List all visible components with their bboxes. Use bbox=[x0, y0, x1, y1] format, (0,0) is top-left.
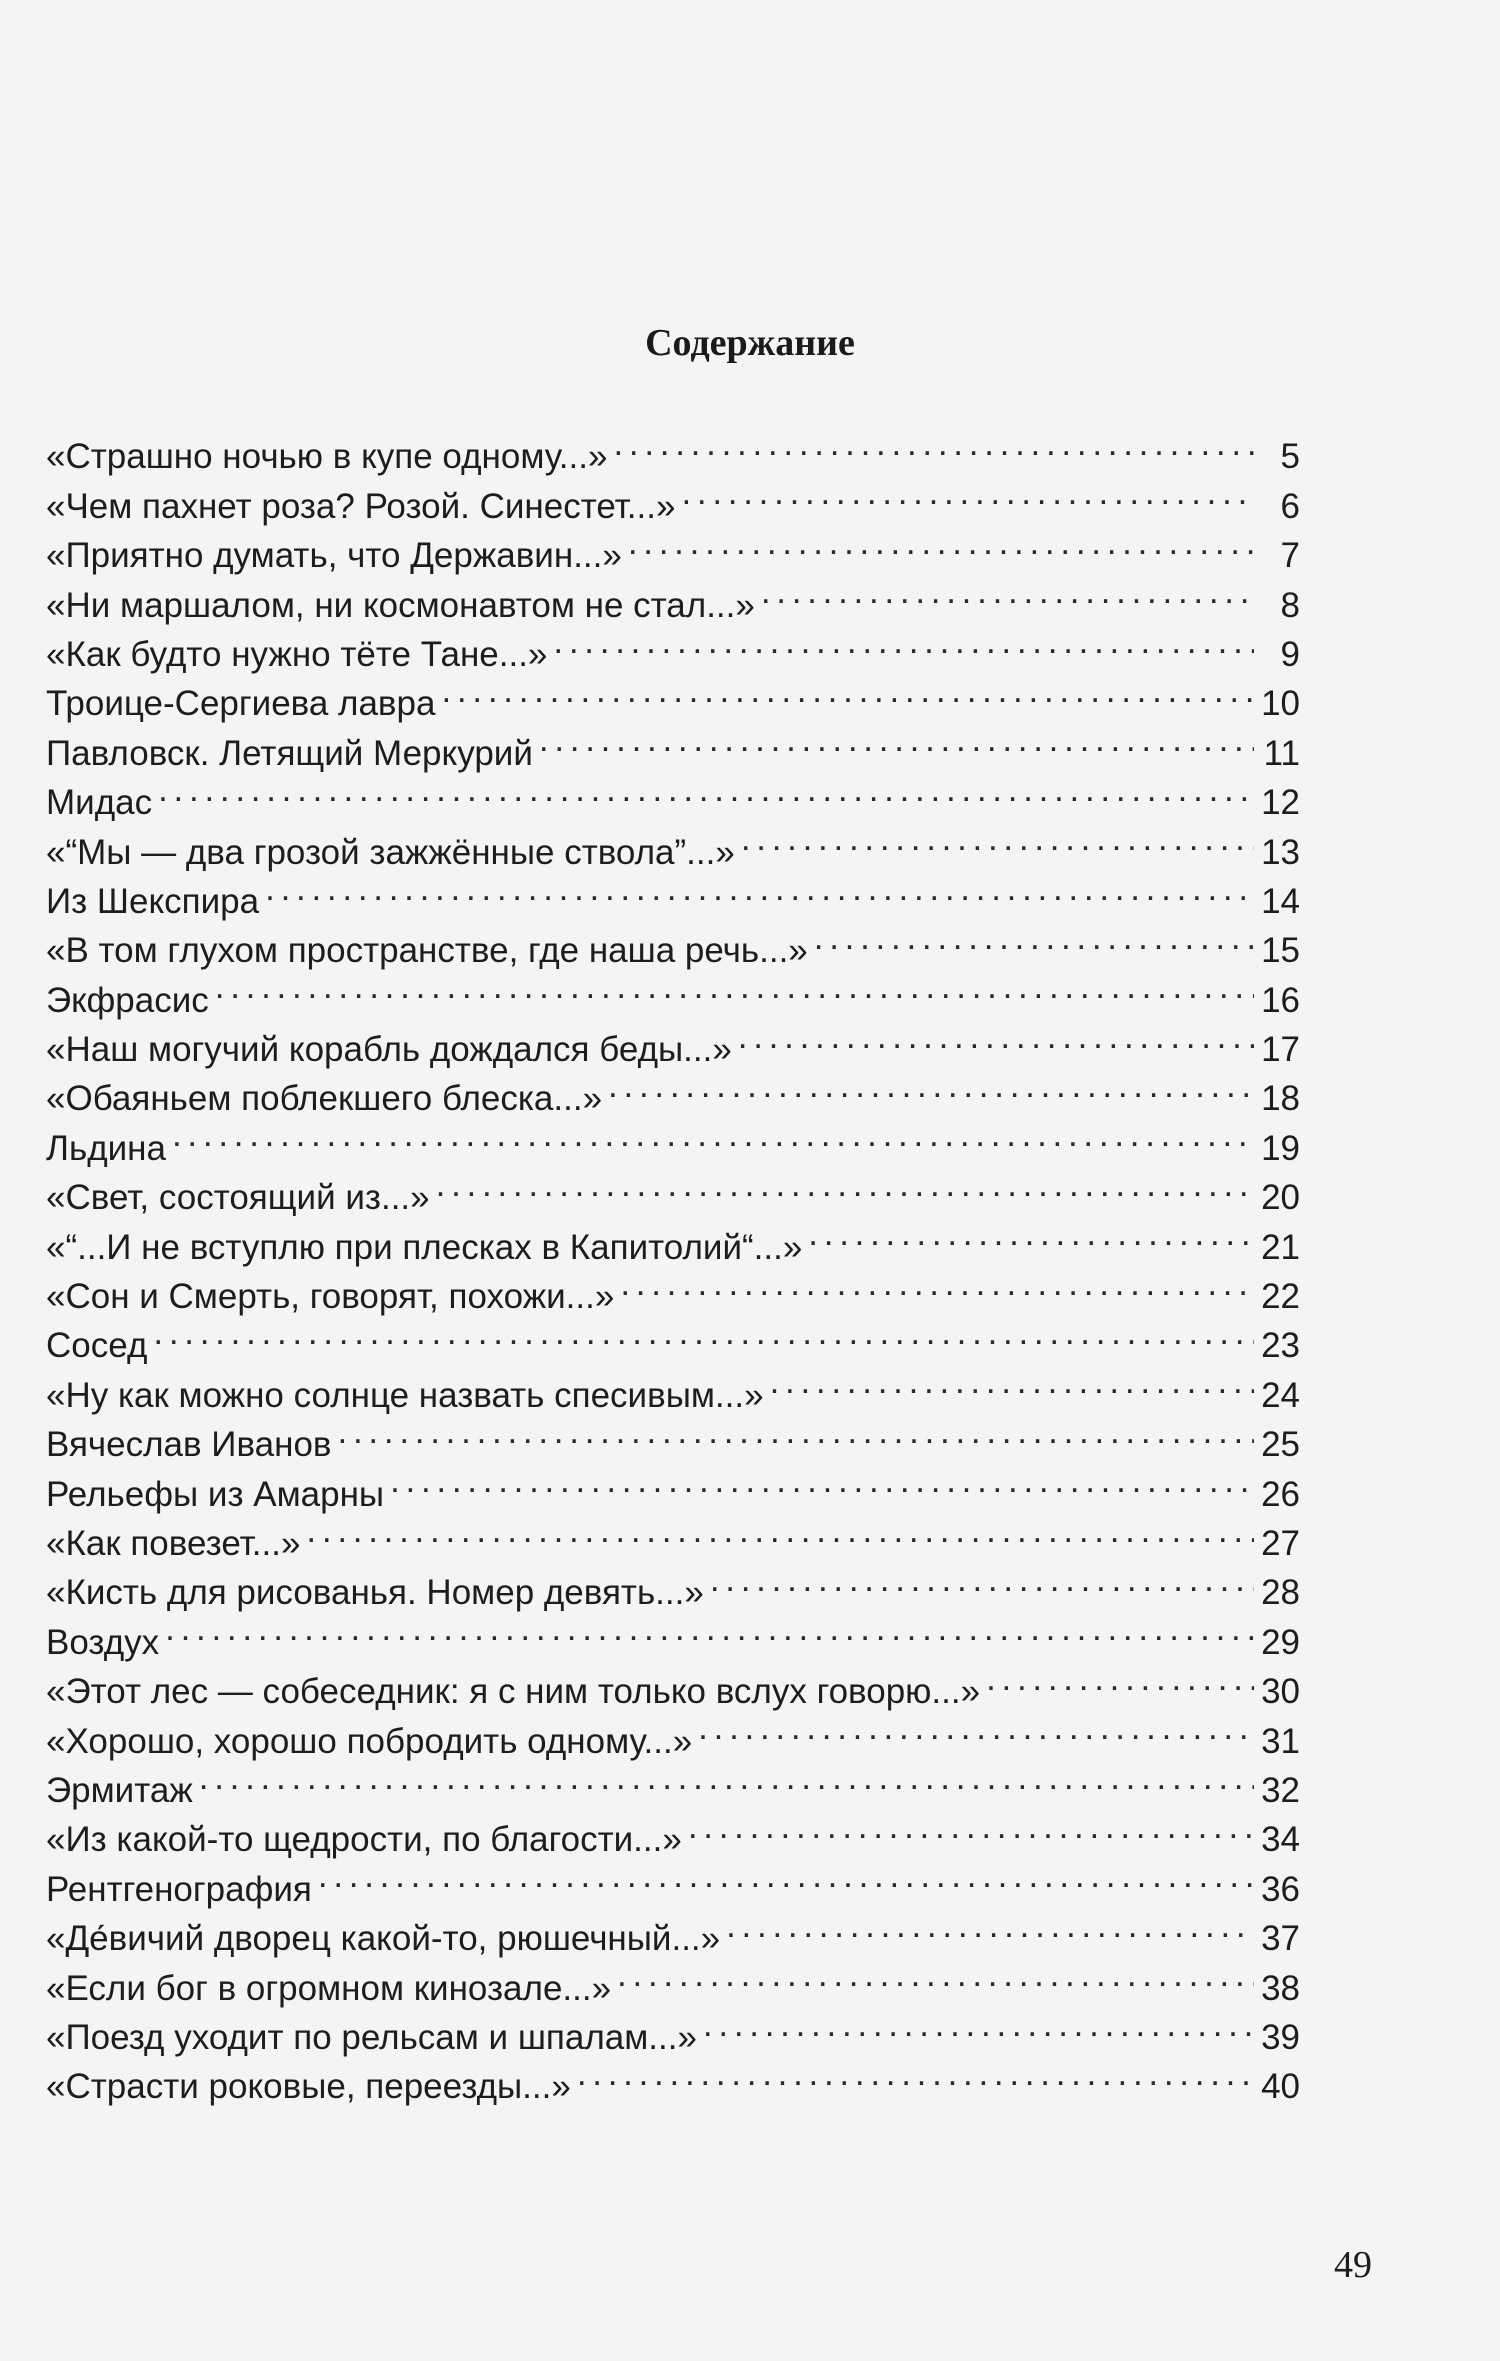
toc-entry-page: 25 bbox=[1261, 1425, 1300, 1465]
toc-list bbox=[46, 419, 1300, 2107]
dot-leader bbox=[577, 2049, 1254, 2098]
dot-leader bbox=[698, 1703, 1254, 1752]
toc-entry-page: 11 bbox=[1263, 733, 1300, 773]
toc-entry-page: 22 bbox=[1261, 1277, 1300, 1317]
dot-leader bbox=[770, 1357, 1254, 1406]
dot-leader bbox=[172, 1110, 1254, 1159]
toc-entry-title: «Наш могучий корабль дождался беды...» bbox=[46, 1030, 732, 1070]
toc-entry-title: «Свет, состоящий из...» bbox=[46, 1178, 430, 1218]
dot-leader bbox=[726, 1901, 1254, 1950]
toc-entry-title: Павловск. Летящий Меркурий bbox=[46, 733, 533, 773]
toc-entry-title: «Кисть для рисованья. Номер девять...» bbox=[46, 1573, 704, 1613]
toc-entry-page: 36 bbox=[1261, 1869, 1300, 1909]
toc-entry-page: 24 bbox=[1261, 1375, 1300, 1415]
toc-entry bbox=[46, 1012, 1300, 1070]
dot-leader bbox=[808, 1209, 1254, 1258]
toc-entry-page: 19 bbox=[1261, 1128, 1300, 1168]
toc-heading: Содержание bbox=[645, 322, 855, 364]
toc-entry-title: «“Мы — два грозой зажжённые ствола”...» bbox=[46, 832, 735, 872]
dot-leader bbox=[738, 1012, 1254, 1061]
toc-entry-page: 5 bbox=[1280, 437, 1300, 477]
toc-entry-title: Эрмитаж bbox=[46, 1770, 193, 1810]
toc-entry-title: Льдина bbox=[46, 1128, 166, 1168]
toc-entry-title: Рентгенография bbox=[46, 1869, 312, 1909]
toc-entry-title: Вячеслав Иванов bbox=[46, 1425, 332, 1465]
toc-entry-page: 10 bbox=[1261, 684, 1300, 724]
toc-entry bbox=[46, 962, 1300, 1020]
toc-entry-page: 27 bbox=[1261, 1523, 1300, 1563]
toc-entry-page: 14 bbox=[1261, 881, 1300, 921]
dot-leader bbox=[436, 1160, 1254, 1209]
toc-entry-page: 39 bbox=[1261, 2017, 1300, 2057]
toc-entry-title: Троице-Сергиева лавра bbox=[46, 684, 436, 724]
toc-entry-title: Мидас bbox=[46, 783, 153, 823]
toc-entry-page: 12 bbox=[1261, 783, 1300, 823]
toc-entry bbox=[46, 1357, 1300, 1415]
toc-entry-title: «Как повезет...» bbox=[46, 1523, 301, 1563]
toc-entry bbox=[46, 419, 1300, 477]
dot-leader bbox=[390, 1456, 1254, 1505]
dot-leader bbox=[441, 666, 1254, 715]
toc-entry bbox=[46, 1654, 1300, 1712]
toc-entry bbox=[46, 1753, 1300, 1810]
toc-entry-page: 38 bbox=[1261, 1968, 1300, 2008]
toc-entry-page: 29 bbox=[1261, 1622, 1300, 1662]
dot-leader bbox=[265, 864, 1254, 913]
toc-entry-page: 9 bbox=[1280, 634, 1300, 674]
dot-leader bbox=[761, 567, 1254, 616]
toc-entry-page: 17 bbox=[1261, 1030, 1300, 1070]
dot-leader bbox=[613, 419, 1254, 468]
toc-entry-title: «Если бог в огромном кинозале...» bbox=[46, 1968, 612, 2008]
dot-leader bbox=[338, 1407, 1254, 1456]
toc-entry-title: «Де́вичий дворец какой-то, рюшечный...» bbox=[46, 1919, 721, 1959]
toc-entry bbox=[46, 1160, 1300, 1218]
toc-entry-title: Из Шекспира bbox=[46, 881, 260, 921]
toc-entry-title: «Сон и Смерть, говорят, похожи...» bbox=[46, 1277, 615, 1317]
toc-entry-title: Экфрасис bbox=[46, 980, 209, 1020]
toc-entry bbox=[46, 1802, 1300, 1860]
toc-entry-page: 31 bbox=[1261, 1721, 1300, 1761]
dot-leader bbox=[165, 1604, 1254, 1653]
dot-leader bbox=[539, 715, 1254, 764]
toc-entry-title: «Этот лес — собеседник: я с ним только вслух говорю...» bbox=[46, 1672, 981, 1712]
toc-entry bbox=[46, 1604, 1300, 1662]
dot-leader bbox=[986, 1654, 1254, 1703]
toc-entry-title: Сосед bbox=[46, 1326, 148, 1366]
dot-leader bbox=[318, 1851, 1254, 1900]
dot-leader bbox=[608, 1061, 1254, 1110]
dot-leader bbox=[814, 913, 1254, 962]
toc-entry-page: 20 bbox=[1261, 1178, 1300, 1218]
dot-leader bbox=[158, 765, 1254, 814]
toc-entry-title: «Ни маршалом, ни космонавтом не стал...» bbox=[46, 585, 755, 625]
toc-entry-page: 28 bbox=[1261, 1573, 1300, 1613]
dot-leader bbox=[741, 814, 1254, 863]
toc-entry-title: «Ну как можно солнце назвать спесивым...» bbox=[46, 1375, 764, 1415]
toc-entry-page: 8 bbox=[1280, 585, 1300, 625]
toc-entry-title: Воздух bbox=[46, 1622, 160, 1662]
toc-entry-title: «“...И не вступлю при плесках в Капитолий“...» bbox=[46, 1227, 803, 1267]
dot-leader bbox=[688, 1802, 1254, 1851]
toc-entry-page: 16 bbox=[1261, 980, 1300, 1020]
dot-leader bbox=[306, 1506, 1254, 1555]
toc-entry-title: «Из какой-то щедрости, по благости...» bbox=[46, 1820, 682, 1860]
toc-entry-page: 18 bbox=[1261, 1079, 1300, 1119]
toc-entry-page: 32 bbox=[1261, 1770, 1300, 1810]
toc-entry-title: Рельефы из Амарны bbox=[46, 1474, 385, 1514]
toc-entry-page: 34 bbox=[1261, 1820, 1300, 1860]
dot-leader bbox=[199, 1753, 1254, 1802]
dot-leader bbox=[215, 962, 1254, 1011]
toc-entry-title: «Чем пахнет роза? Розой. Синестет...» bbox=[46, 486, 676, 526]
toc-entry bbox=[46, 814, 1300, 872]
toc-entry-title: «Страшно ночью в купе одному...» bbox=[46, 437, 608, 477]
toc-entry bbox=[46, 1308, 1300, 1366]
dot-leader bbox=[620, 1259, 1254, 1308]
dot-leader bbox=[617, 1950, 1254, 1999]
toc-entry bbox=[46, 765, 1300, 823]
toc-entry-page: 13 bbox=[1261, 832, 1300, 872]
toc-entry-title: «Страсти роковые, переезды...» bbox=[46, 2067, 571, 2107]
toc-entry-page: 30 bbox=[1261, 1672, 1300, 1712]
toc-entry-page: 26 bbox=[1261, 1474, 1300, 1514]
page-number: 49 bbox=[1334, 2244, 1372, 2286]
dot-leader bbox=[628, 518, 1254, 567]
dot-leader bbox=[553, 617, 1254, 666]
dot-leader bbox=[153, 1308, 1254, 1357]
toc-entry-page: 7 bbox=[1280, 536, 1300, 576]
dot-leader bbox=[681, 468, 1254, 517]
toc-entry-page: 21 bbox=[1261, 1227, 1300, 1267]
dot-leader bbox=[710, 1555, 1254, 1604]
toc-entry-page: 15 bbox=[1261, 931, 1300, 971]
toc-entry-title: «В том глухом пространстве, где наша речь...» bbox=[46, 931, 808, 971]
toc-entry-title: «Обаяньем поблекшего блеска...» bbox=[46, 1079, 603, 1119]
toc-entry-page: 40 bbox=[1261, 2067, 1300, 2107]
dot-leader bbox=[703, 2000, 1254, 2049]
toc-entry-page: 23 bbox=[1261, 1326, 1300, 1366]
toc-entry-page: 6 bbox=[1280, 486, 1300, 526]
toc-entry-title: «Приятно думать, что Державин...» bbox=[46, 536, 622, 576]
toc-entry-title: «Как будто нужно тёте Тане...» bbox=[46, 634, 548, 674]
toc-entry bbox=[46, 1110, 1300, 1168]
toc-entry-title: «Хорошо, хорошо побродить одному...» bbox=[46, 1721, 693, 1761]
toc-entry-title: «Поезд уходит по рельсам и шпалам...» bbox=[46, 2017, 697, 2057]
toc-entry-page: 37 bbox=[1261, 1919, 1300, 1959]
